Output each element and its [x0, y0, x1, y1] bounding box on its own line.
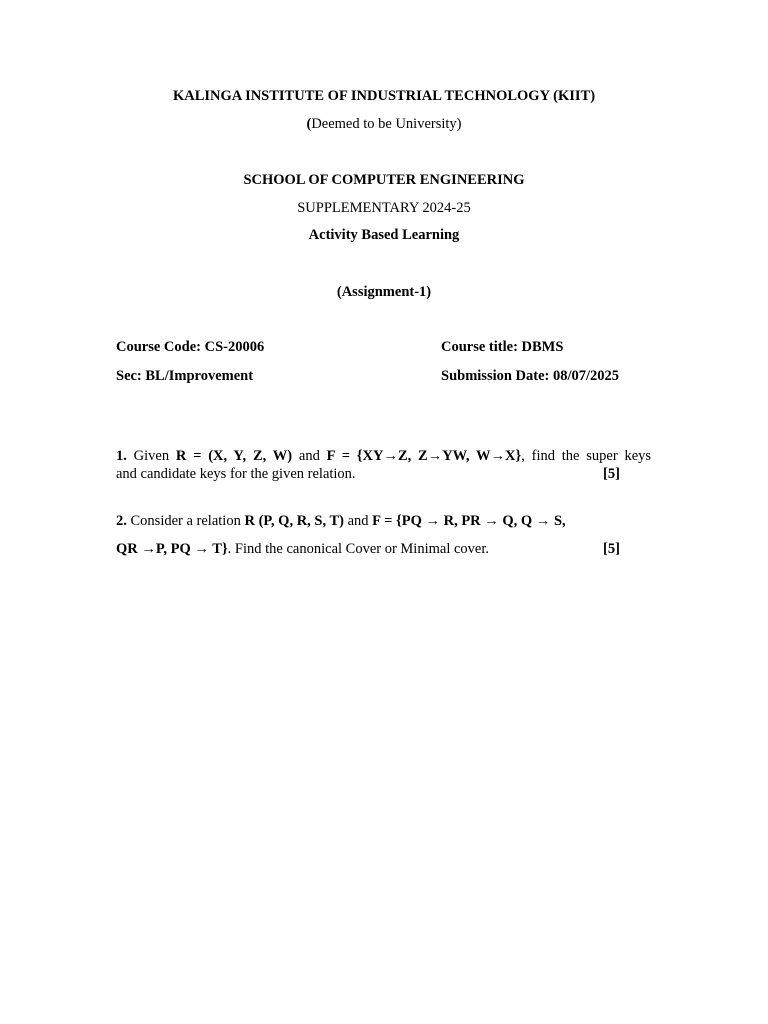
session-title: SUPPLEMENTARY 2024-25 [297, 200, 471, 216]
deemed-open-paren: ( [306, 116, 312, 132]
institute-name: KALINGA INSTITUTE OF INDUSTRIAL TECHNOLOGY (KIIT) [172, 88, 596, 104]
question-2-line-2 [116, 541, 489, 558]
question-1-intro: Given [133, 448, 170, 464]
question-2-marks: [5] [603, 541, 620, 557]
question-1-relation: R = (X, Y, Z, W) [175, 448, 293, 464]
question-1-marks: [5] [603, 466, 620, 482]
activity-title: Activity Based Learning [308, 227, 460, 243]
question-2-intro: Consider a relation [130, 513, 241, 529]
question-1-line-2: and candidate keys for the given relation. [116, 466, 356, 482]
course-code: Course Code: CS-20006 [116, 339, 265, 355]
question-2-fds-part-2: QR →P, PQ → T} [116, 541, 228, 557]
school-name: SCHOOL OF COMPUTER ENGINEERING [243, 172, 525, 188]
question-1-fds: F = {XY→Z, Z→YW, W→X} [326, 448, 522, 464]
deemed-text: Deemed to be University) [311, 116, 462, 132]
question-2-line-1 [116, 513, 566, 530]
question-2-and: and [347, 513, 369, 529]
section-info: Sec: BL/Improvement [116, 368, 254, 384]
question-1-rest: , find the super keys [521, 448, 652, 464]
question-2-relation: R (P, Q, R, S, T) [244, 513, 344, 529]
question-2-fds-part-1: F = {PQ → R, PR → Q, Q → S, [372, 513, 566, 529]
question-2-number: 2. [116, 513, 127, 529]
deemed-university-line [0, 116, 768, 133]
question-1-number: 1. [116, 448, 127, 464]
question-1-line-1 [116, 448, 651, 465]
submission-date: Submission Date: 08/07/2025 [441, 368, 620, 384]
course-title: Course title: DBMS [441, 339, 564, 355]
question-2-rest: . Find the canonical Cover or Minimal cover. [227, 541, 490, 557]
assignment-title: (Assignment-1) [336, 284, 432, 300]
question-1-and: and [298, 448, 320, 464]
